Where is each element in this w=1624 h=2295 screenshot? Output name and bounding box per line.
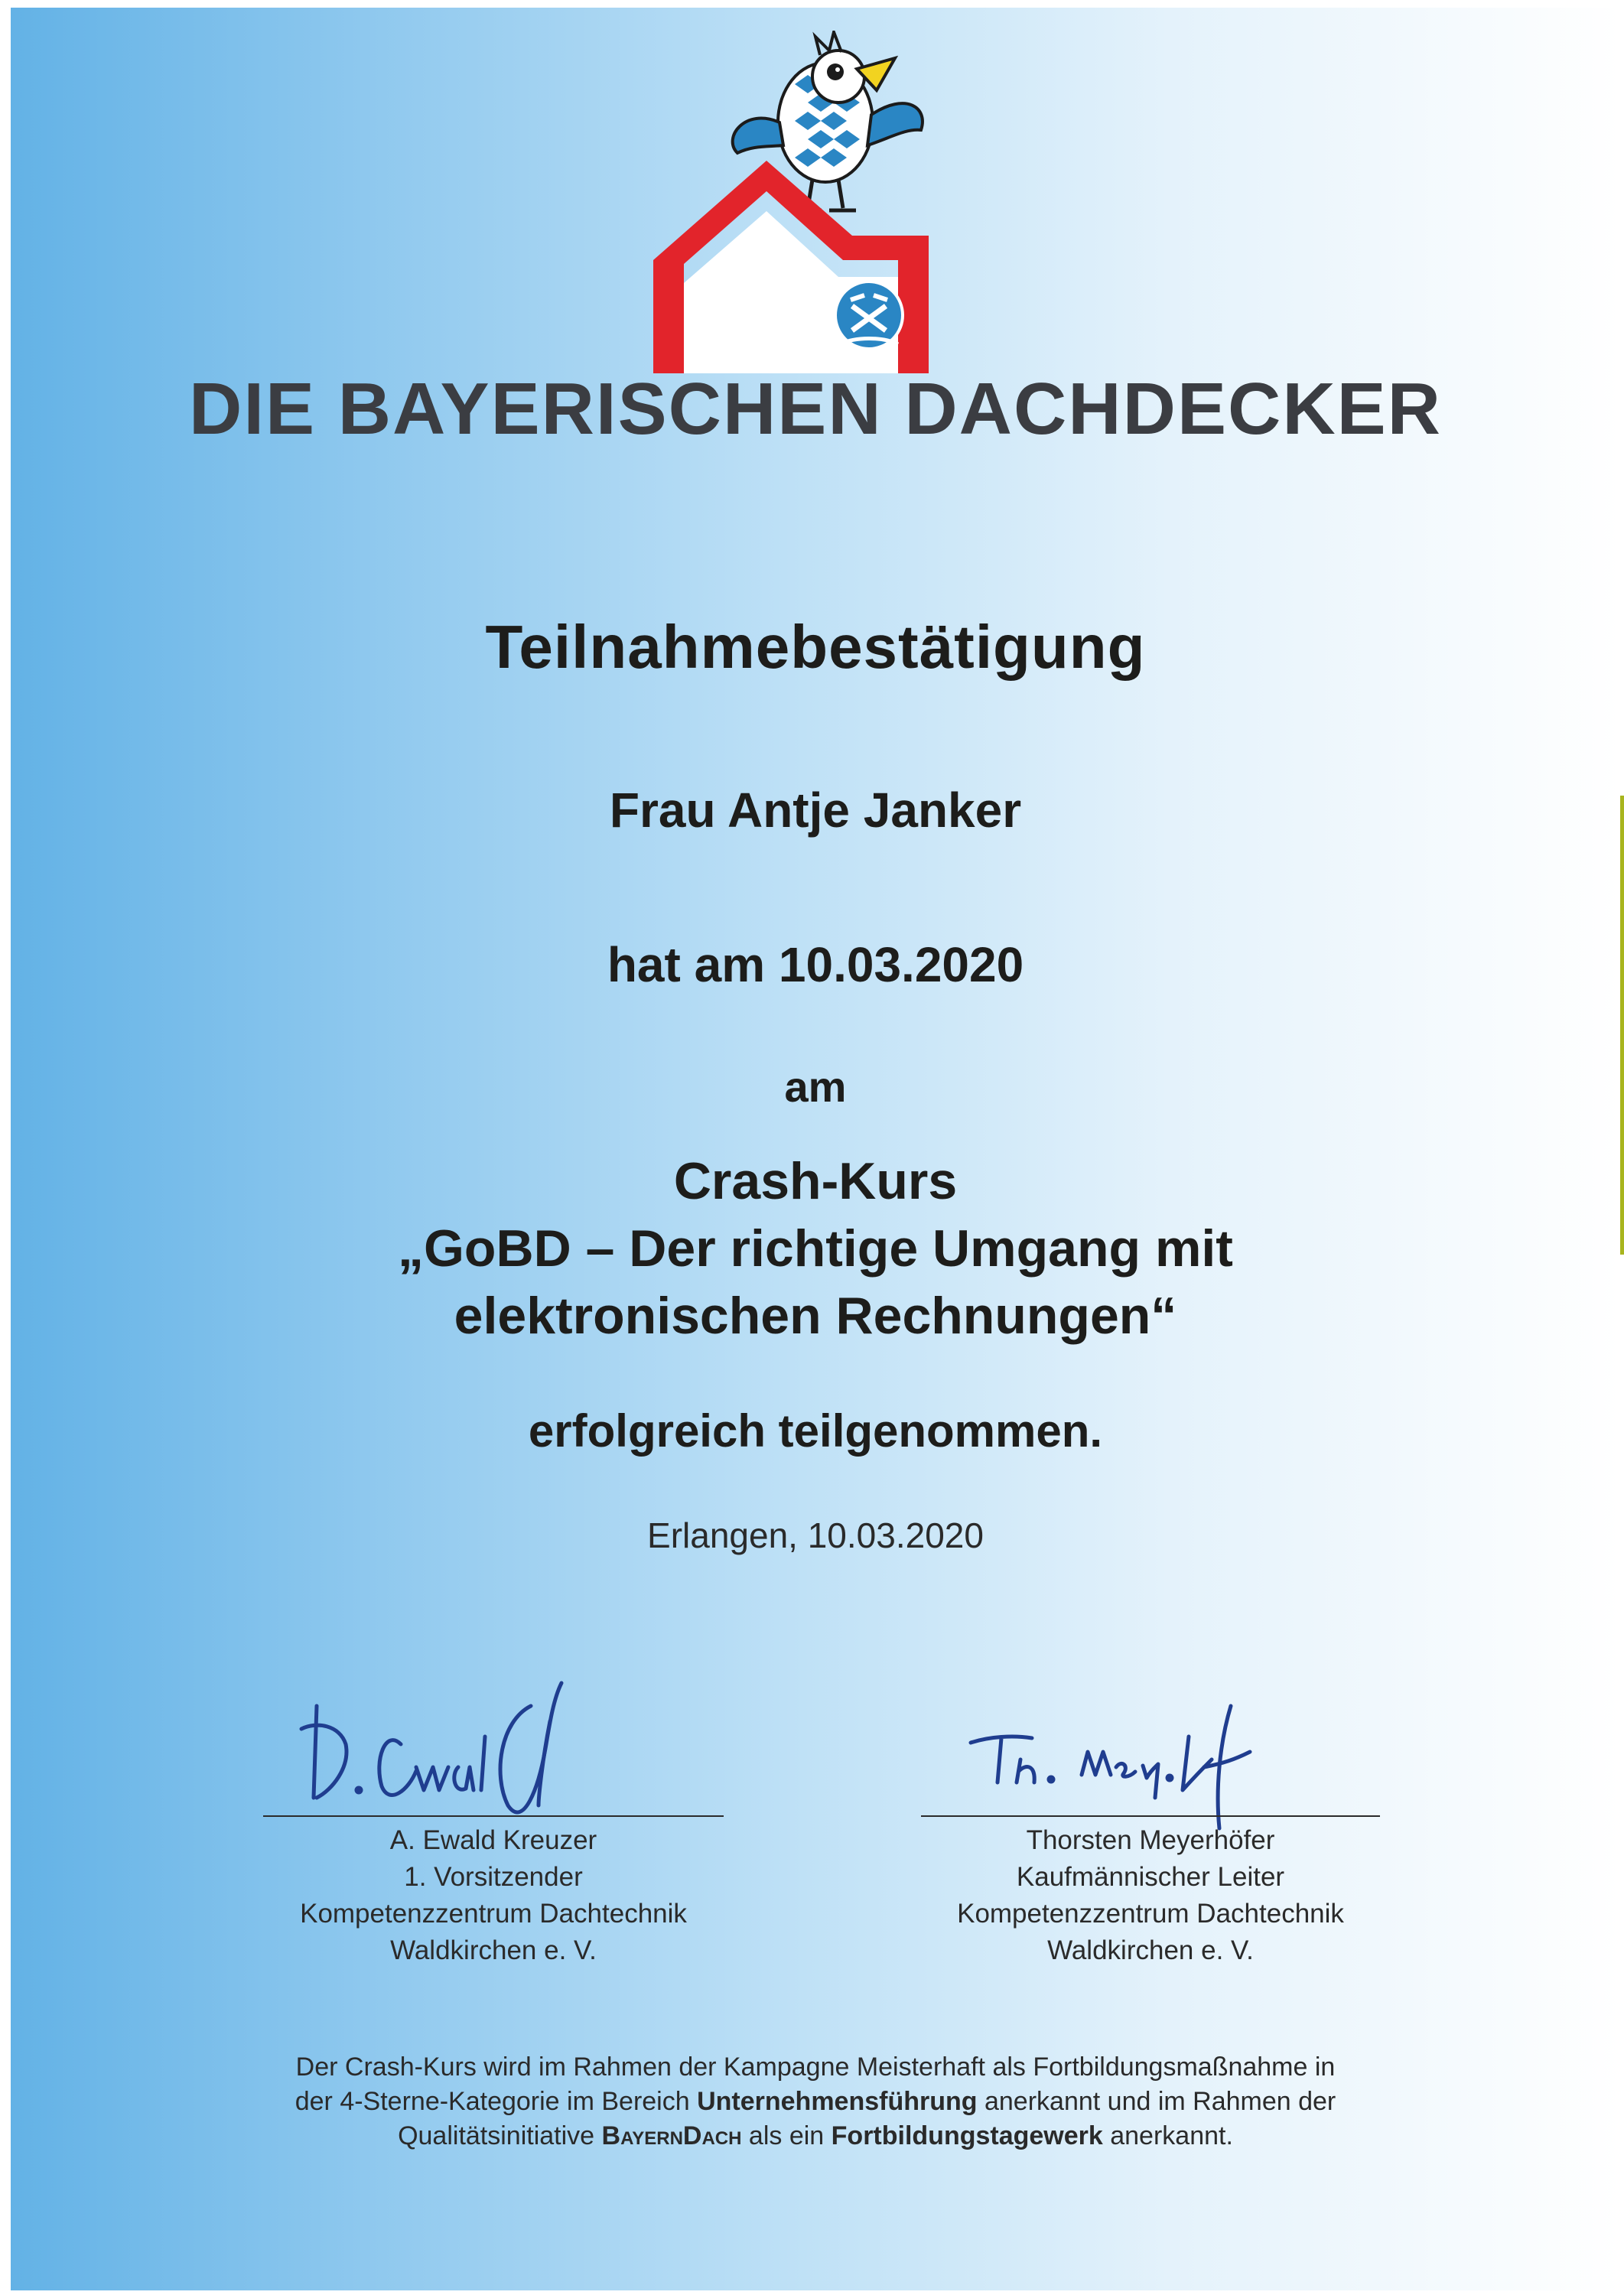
signatory-role: 1. Vorsitzender [404,1862,583,1892]
course-title-line: Crash-Kurs [673,1152,958,1210]
signature-line-left [263,1815,724,1817]
footer-text: Qualitätsinitiative [398,2121,602,2150]
footer-emphasis: Unternehmensführung [697,2087,978,2116]
certificate-title: Teilnahmebestätigung [485,613,1146,681]
signatory-role: Kaufmännischer Leiter [1016,1862,1285,1892]
footer-text: der 4-Sterne-Kategorie im Bereich [295,2087,698,2116]
signatory-name: A. Ewald Kreuzer [389,1825,597,1855]
footer-text: als ein [741,2121,832,2150]
signatory-right [921,1822,1380,1969]
footer-emphasis: Fortbildungstagewerk [831,2121,1103,2150]
place-and-date: Erlangen, 10.03.2020 [647,1515,984,1555]
recipient-name: Frau Antje Janker [609,783,1022,838]
signature-left [286,1652,684,1821]
logo [638,31,1005,375]
signatory-left [263,1822,724,1969]
course-title [11,1148,1620,1349]
brand-name: BayernDach [601,2121,742,2150]
course-title-line: elektronischen Rechnungen“ [454,1287,1177,1345]
footer-note [148,2050,1482,2153]
connector-text: am [784,1063,847,1111]
signatory-organization-location: Waldkirchen e. V. [390,1935,597,1965]
course-title-line: „GoBD – Der richtige Umgang mit [398,1219,1233,1278]
signatory-organization-location: Waldkirchen e. V. [1047,1935,1254,1965]
certificate-sheet [11,8,1620,2290]
footer-text: anerkannt und im Rahmen der [977,2087,1336,2116]
bird-mascot-icon [638,31,1005,375]
signatory-name: Thorsten Meyerhöfer [1026,1825,1275,1855]
footer-line-1: Der Crash-Kurs wird im Rahmen der Kampagne Meisterhaft als Fortbildungsmaßnahme in [295,2052,1336,2082]
signatory-organization: Kompetenzzentrum Dachtechnik [957,1899,1344,1929]
signature-line-right [921,1815,1380,1817]
signatory-organization: Kompetenzzentrum Dachtechnik [300,1899,687,1929]
footer-line-2 [148,2085,1482,2119]
footer-text: anerkannt. [1102,2121,1233,2150]
participation-date: hat am 10.03.2020 [607,937,1024,992]
footer-line-3 [148,2119,1482,2153]
result-text: erfolgreich teilgenommen. [528,1405,1103,1457]
organization-name: DIE BAYERISCHEN DACHDECKER [188,368,1442,450]
roof-emblem-icon [653,161,929,373]
page-edge-mark [1620,796,1624,1255]
